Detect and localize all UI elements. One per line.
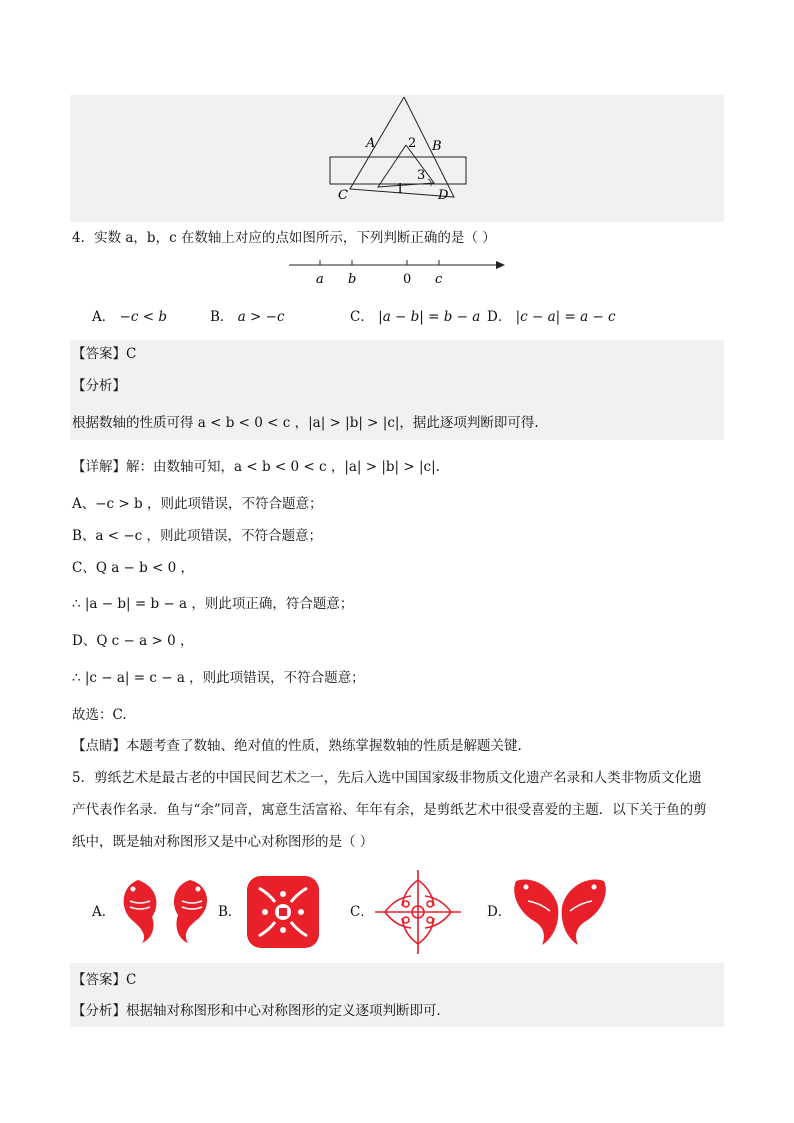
q5-option-a[interactable]: A． — [92, 904, 116, 920]
triangle-ruler-figure — [320, 95, 480, 220]
q4-stem: 4．实数 a，b，c 在数轴上对应的点如图所示，下列判断正确的是（ ） — [72, 230, 496, 246]
q4-detail-8: 【点睛】本题考查了数轴、绝对值的性质，熟练掌握数轴的性质是解题关键. — [72, 738, 522, 754]
nl-b: b — [348, 272, 357, 287]
q4-answer: 【答案】C — [72, 346, 137, 362]
q4-detail-2: B、a < −c ，则此项错误，不符合题意； — [72, 528, 323, 544]
q4-analysis-title: 【分析】 — [72, 378, 126, 394]
small-triangle — [378, 145, 434, 187]
q5-option-d[interactable]: D． — [487, 904, 512, 920]
nl-c: c — [435, 272, 443, 287]
label-1: 1 — [396, 182, 405, 197]
fish-pair-a-icon — [118, 875, 218, 945]
q4-detail-3: C、Q a − b < 0 ， — [72, 560, 195, 576]
q5-stem-0: 5．剪纸艺术是最古老的中国民间艺术之一，先后入选中国国家级非物质文化遗产名录和人类非物质文化遗 — [72, 770, 702, 786]
q4-option-a[interactable]: A． −c < b — [92, 309, 167, 325]
q4-detail-7: 故选：C. — [72, 707, 127, 723]
q5-option-c[interactable]: C． — [350, 904, 374, 920]
fish-pair-d-icon — [512, 873, 608, 949]
q5-analysis: 【分析】根据轴对称图形和中心对称图形的定义逐项判断即可． — [72, 1003, 450, 1019]
q5-stem-2: 纸中，既是轴对称图形又是中心对称图形的是（ ） — [72, 834, 374, 850]
number-line — [285, 255, 510, 290]
nl-zero: 0 — [403, 272, 412, 287]
paper-cut-square-b-icon — [245, 874, 321, 950]
label-2: 2 — [408, 136, 417, 151]
label-3: 3 — [417, 168, 426, 183]
q4-detail-4: ∴ |a − b| = b − a ，则此项正确，符合题意； — [72, 596, 354, 612]
q5-stem-1: 产代表作名录．鱼与“余”同音，寓意生活富裕、年年有余，是剪纸艺术中很受喜爱的主题．以下关于鱼的剪 — [72, 802, 707, 818]
q4-analysis: 根据数轴的性质可得 a < b < 0 < c ，|a| > |b| > |c|，据此逐项判断即可得. — [72, 415, 539, 431]
label-C: C — [338, 188, 348, 203]
q4-detail-1: A、−c > b ，则此项错误，不符合题意； — [72, 496, 323, 512]
q4-option-d[interactable]: D． |c − a| = a − c — [487, 309, 616, 325]
q4-option-c[interactable]: C． |a − b| = b − a — [350, 309, 481, 325]
label-A: A — [366, 136, 376, 151]
q5-answer: 【答案】C — [72, 972, 137, 988]
q4-option-b[interactable]: B． a > −c — [210, 309, 285, 325]
nl-a: a — [316, 272, 324, 287]
paper-cut-cross-c-icon — [373, 868, 463, 956]
q5-option-b[interactable]: B． — [218, 904, 242, 920]
q4-detail-0: 【详解】解：由数轴可知，a < b < 0 < c ，|a| > |b| > |c|. — [72, 459, 440, 475]
label-B: B — [432, 139, 442, 154]
q4-detail-5: D、Q c − a > 0 ， — [72, 633, 194, 649]
label-D: D — [438, 188, 449, 203]
q4-detail-6: ∴ |c − a| = c − a ，则此项错误，不符合题意； — [72, 670, 365, 686]
